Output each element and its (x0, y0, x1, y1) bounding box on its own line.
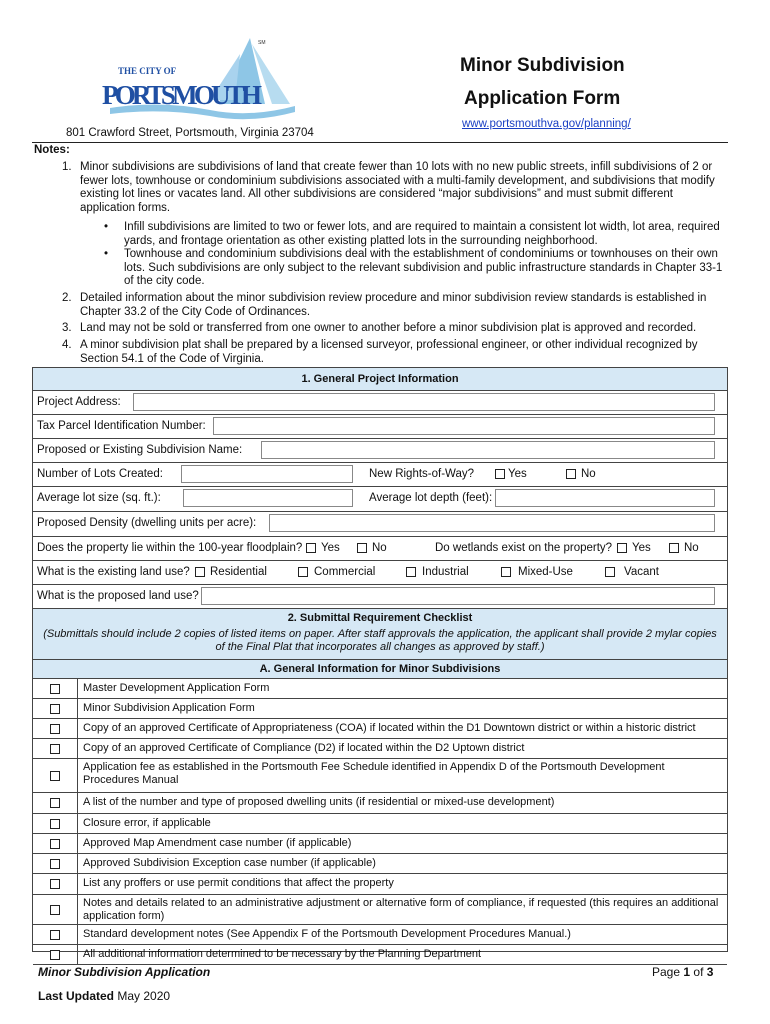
note-text: Detailed information about the minor subdivision review procedure and minor subdivision review standards is established in Chapter 33.2 of the City Code of Ordinances. (80, 292, 707, 318)
new-row-yes-label: Yes (508, 468, 527, 480)
floodplain-row (33, 537, 727, 561)
logo-mark: SM (258, 40, 266, 46)
floodplain-yes-checkbox[interactable] (306, 543, 316, 553)
checklist-item-text: Copy of an approved Certificate of Compliance (D2) if located within the D2 Uptown district (83, 742, 525, 754)
application-form (32, 367, 728, 960)
checklist-item (33, 739, 727, 759)
new-row-yes-checkbox[interactable] (495, 469, 505, 479)
logo-small-text: THE CITY OF (118, 66, 177, 76)
checklist-checkbox-cell (33, 945, 78, 964)
use-vacant-label: Vacant (624, 566, 659, 578)
project-address-input[interactable] (133, 393, 715, 411)
form-title-line1: Minor Subdivision (460, 55, 625, 76)
city-address: 801 Crawford Street, Portsmouth, Virginia 23704 (66, 127, 314, 139)
bullet-text: Infill subdivisions are limited to two or fewer lots, and are required to maintain a consistent lot width, lot area, required yards, and frontage orientation as other existing platted lots in the surrounding neighborhood. (124, 221, 720, 247)
tax-parcel-row (33, 415, 727, 439)
lots-created-row (33, 463, 727, 487)
proposed-use-row (33, 585, 727, 609)
checklist-item-text: A list of the number and type of proposed dwelling units (if residential or mixed-use development) (83, 796, 555, 808)
section-2-title: 2. Submittal Requirement Checklist (287, 612, 473, 624)
page-of: of (693, 965, 704, 979)
use-mixed-checkbox[interactable] (501, 567, 511, 577)
note-text: Minor subdivisions are subdivisions of land that create fewer than 10 lots with no new public streets, infill subdivisions of 2 or fewer lots, townhouse or condominium subdivisions associated with a multi-family development, and subdivisions that modify existing lot lines or vacates land. All other subdivisions are considered “major subdivisions” and must submit different application forms. (80, 161, 715, 214)
checklist-item-text: All additional information determined to be necessary by the Planning Department (83, 948, 482, 960)
note-number: 3. (62, 322, 72, 334)
checklist-checkbox[interactable] (50, 704, 60, 714)
wetlands-no-label: No (684, 542, 699, 554)
new-row-no-checkbox[interactable] (566, 469, 576, 479)
avg-lot-depth-label: Average lot depth (feet): (369, 492, 493, 504)
checklist-item-text: Master Development Application Form (83, 682, 270, 694)
checklist-checkbox[interactable] (50, 724, 60, 734)
checklist-checkbox[interactable] (50, 771, 60, 781)
checklist-item (33, 945, 727, 965)
checklist-checkbox-cell (33, 925, 78, 944)
checklist-checkbox-cell (33, 699, 78, 718)
note-number: 4. (62, 339, 72, 351)
planning-website-link[interactable]: www.portsmouthva.gov/planning/ (462, 118, 631, 130)
section-2-note: (Submittals should include 2 copies of listed items on paper. After staff approvals the application, the applicant shall provide 2 mylar copies of the Final Plat that incorporates all changes as approved by staff.) (43, 628, 717, 653)
checklist-checkbox-cell (33, 719, 78, 738)
notes-list (32, 157, 728, 367)
note-number: 2. (62, 292, 72, 304)
checklist-item-text: Standard development notes (See Appendix F of the Portsmouth Development Procedures Manual.) (83, 928, 571, 940)
avg-lot-size-input[interactable] (183, 489, 353, 507)
wetlands-no-checkbox[interactable] (669, 543, 679, 553)
logo-big-text: PORTSMOUTH (102, 80, 262, 110)
checklist-checkbox-cell (33, 759, 78, 792)
checklist-checkbox[interactable] (50, 819, 60, 829)
checklist-checkbox-cell (33, 854, 78, 873)
lot-size-row (33, 487, 727, 512)
checklist-checkbox[interactable] (50, 950, 60, 960)
existing-use-row (33, 561, 727, 585)
checklist-checkbox[interactable] (50, 798, 60, 808)
checklist-checkbox[interactable] (50, 930, 60, 940)
use-mixed-label: Mixed-Use (518, 566, 573, 578)
avg-lot-size-label: Average lot size (sq. ft.): (37, 492, 161, 504)
section-1-header: 1. General Project Information (33, 368, 727, 391)
checklist-item (33, 814, 727, 834)
checklist-checkbox-cell (33, 874, 78, 894)
page-prefix: Page (652, 965, 681, 979)
density-label: Proposed Density (dwelling units per acre): (37, 517, 257, 529)
subdivision-name-input[interactable] (261, 441, 715, 459)
footer-doc-name: Minor Subdivision Application (38, 965, 211, 979)
checklist-checkbox-cell (33, 739, 78, 758)
checklist-checkbox[interactable] (50, 684, 60, 694)
floodplain-yes-label: Yes (321, 542, 340, 554)
existing-use-label: What is the existing land use? (37, 566, 190, 578)
use-industrial-checkbox[interactable] (406, 567, 416, 577)
tax-parcel-input[interactable] (213, 417, 715, 435)
header-divider (32, 142, 728, 143)
page-total: 3 (706, 965, 714, 979)
page-current: 1 (683, 965, 691, 979)
note-bullet: • Infill subdivisions are limited to two or fewer lots, and are required to maintain a consistent lot width, lot area, required yards, and frontage orientation as other existing platted lots in the surrounding neighborhood. (104, 221, 720, 247)
checklist-checkbox[interactable] (50, 879, 60, 889)
checklist-checkbox[interactable] (50, 905, 60, 915)
checklist-item (33, 719, 727, 739)
checklist-item-text: Application fee as established in the Portsmouth Fee Schedule identified in Appendix D of the Portsmouth Development Procedures Manual (83, 761, 665, 786)
checklist-item-text: Approved Map Amendment case number (if applicable) (83, 837, 352, 849)
avg-lot-depth-input[interactable] (495, 489, 715, 507)
checklist-item (33, 793, 727, 814)
proposed-use-label: What is the proposed land use? (37, 590, 199, 602)
use-industrial-label: Industrial (422, 566, 469, 578)
checklist-item-text: Copy of an approved Certificate of Appropriateness (COA) if located within the D1 Downtown district or within a historic district (83, 722, 696, 734)
updated-value: May 2020 (117, 989, 171, 1003)
checklist-checkbox-cell (33, 679, 78, 698)
wetlands-yes-checkbox[interactable] (617, 543, 627, 553)
tax-parcel-label: Tax Parcel Identification Number: (37, 420, 206, 432)
lots-created-input[interactable] (181, 465, 353, 483)
subdivision-name-row (33, 439, 727, 463)
checklist-checkbox[interactable] (50, 744, 60, 754)
use-commercial-label: Commercial (314, 566, 376, 578)
note-number: 1. (62, 161, 72, 173)
updated-label: Last Updated (38, 989, 115, 1003)
checklist-item (33, 895, 727, 925)
new-row-label: New Rights-of-Way? (369, 468, 475, 480)
lots-created-label: Number of Lots Created: (37, 468, 163, 480)
floodplain-no-checkbox[interactable] (357, 543, 367, 553)
checklist-item (33, 874, 727, 895)
footer-page-number (652, 965, 713, 979)
note-bullet: • Townhouse and condominium subdivisions deal with the establishment of condominiums or townhouses on their own lots. Such subdivisions are only subject to the relevant subdivision and public infrastructure standards in Chapter 33-1 of the city code. (104, 248, 723, 287)
subdivision-name-label: Proposed or Existing Subdivision Name: (37, 444, 243, 456)
checklist-item (33, 759, 727, 793)
wetlands-yes-label: Yes (632, 542, 651, 554)
wetlands-label: Do wetlands exist on the property? (435, 542, 613, 554)
checklist-checkbox[interactable] (50, 859, 60, 869)
checklist-item (33, 699, 727, 719)
checklist-item (33, 854, 727, 874)
project-address-row (33, 391, 727, 415)
checklist-item-text: Notes and details related to an administrative adjustment or alternative form of compliance, if requested (this requires an additional application form) (83, 897, 719, 922)
checklist-item (33, 679, 727, 699)
checklist-item-text: Minor Subdivision Application Form (83, 702, 255, 714)
notes-heading: Notes: (34, 144, 70, 156)
subsection-a-header: A. General Information for Minor Subdivisions (33, 660, 727, 679)
use-commercial-checkbox[interactable] (298, 567, 308, 577)
checklist-item-text: Closure error, if applicable (83, 817, 211, 829)
floodplain-label: Does the property lie within the 100-year floodplain? (37, 542, 303, 554)
floodplain-no-label: No (372, 542, 387, 554)
footer-last-updated (38, 989, 170, 1003)
checklist-item (33, 834, 727, 854)
new-row-no-label: No (581, 468, 596, 480)
checklist-item-text: Approved Subdivision Exception case number (if applicable) (83, 857, 376, 869)
project-address-label: Project Address: (37, 396, 121, 408)
checklist-checkbox-cell (33, 793, 78, 813)
checklist-checkbox[interactable] (50, 839, 60, 849)
checklist-checkbox-cell (33, 895, 78, 924)
checklist-item-text: List any proffers or use permit conditions that affect the property (83, 877, 394, 889)
city-logo (100, 34, 300, 124)
density-row (33, 512, 727, 537)
use-residential-checkbox[interactable] (195, 567, 205, 577)
bullet-text: Townhouse and condominium subdivisions deal with the establishment of condominiums or townhouses on their own lots. Such subdivisions are only subject to the relevant subdivision and public infrastructure standards in Chapter 33-1 of the city code. (124, 248, 723, 287)
checklist-item (33, 925, 727, 945)
density-input[interactable] (269, 514, 715, 532)
use-vacant-checkbox[interactable] (605, 567, 615, 577)
proposed-use-input[interactable] (201, 587, 715, 605)
checklist-checkbox-cell (33, 814, 78, 833)
note-text: A minor subdivision plat shall be prepared by a licensed surveyor, professional engineer, or other individual recognized by Section 54.1 of the Code of Virginia. (80, 339, 698, 365)
form-title-line2: Application Form (464, 88, 621, 109)
note-text: Land may not be sold or transferred from one owner to another before a minor subdivision plat is approved and recorded. (80, 322, 697, 334)
use-residential-label: Residential (210, 566, 267, 578)
checklist-checkbox-cell (33, 834, 78, 853)
